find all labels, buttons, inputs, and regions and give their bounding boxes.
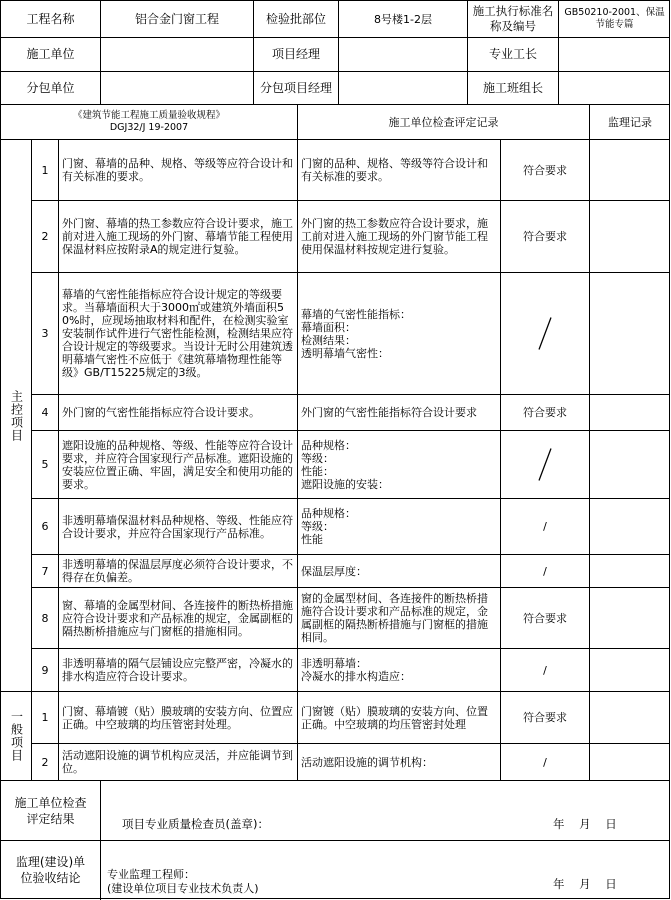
main-item-no: 8 [41,611,49,625]
main-item-result: 符合要求 [523,406,567,419]
eval-result-label: 施工单位检查评定结果 [14,795,87,826]
subcontractor-value[interactable] [101,72,253,104]
general-item-no: 2 [41,755,49,769]
main-item-result: / [543,663,547,677]
main-item-no: 6 [41,520,49,533]
main-item-result: 符合要求 [523,230,567,243]
main-item-record: 品种规格： 等级： 性能 [301,507,356,546]
standard-label: 施工执行标准名称及编号 [472,4,554,33]
main-item-requirement: 非透明幕墙保温材料品种规格、等级、性能应符合设计要求，并应符合国家现行产品标准。 [62,513,293,540]
main-item-supervision[interactable] [590,395,670,430]
project-name-value: 铝合金门窗工程 [134,11,219,26]
main-item-no: 9 [41,663,49,677]
main-item-record: 保温层厚度： [301,564,367,578]
standard-value: GB50210-2001、保温节能专篇 [564,7,665,30]
project-name-label: 工程名称 [26,11,75,26]
main-item-supervision[interactable] [590,273,670,394]
construction-unit-label: 施工单位 [26,47,75,61]
main-item-no: 7 [41,564,49,578]
general-item-record: 活动遮阳设施的调节机构： [301,755,433,769]
general-item-requirement: 门窗、幕墙镀（贴）膜玻璃的安装方向、位置应正确。中空玻璃的均压管密封处理。 [62,704,293,731]
accept-date: 年 月 日 [553,878,617,891]
general-item-supervision[interactable] [590,744,670,780]
foreman-label: 专业工长 [488,47,537,61]
inspection-part-label: 检验批部位 [265,11,326,26]
supervision-column-header: 监理记录 [608,115,652,129]
general-item-no: 1 [41,711,49,724]
main-item-record: 品种规格： 等级： 性能： 遮阳设施的安装： [301,438,389,491]
main-item-requirement: 窗、幕墙的金属型材间、各连接件的断热桥措施应符合设计要求和产品标准的规定，金属副框的隔热断桥措施应与门窗框的措施相同。 [62,598,293,638]
main-item-record: 外门窗的气密性能指标符合设计要求 [301,406,477,419]
main-item-result: 符合要求 [523,611,567,625]
main-item-slash-mark [501,431,589,498]
general-item-result: 符合要求 [523,711,567,724]
project-manager-value[interactable] [339,38,467,71]
main-group-label: 主控项目 [9,389,24,442]
general-item-supervision[interactable] [590,692,670,743]
subcontractor-label: 分包单位 [26,80,75,95]
main-item-supervision[interactable] [590,431,670,498]
main-item-slash-mark [501,273,589,394]
general-item-requirement: 活动遮阳设施的调节机构应灵活，并应能调节到位。 [62,749,293,775]
general-item-result: / [543,755,547,769]
general-item-record: 门窗镀（贴）膜玻璃的安装方向、位置正确。中空玻璃的均压管密封处理 [301,704,488,731]
check-column-header: 施工单位检查评定记录 [388,115,499,129]
spec-column-header: 《建筑节能工程施工质量验收规程》 DGJ32/J 19-2007 [72,110,225,133]
main-item-requirement: 门窗、幕墙的品种、规格、等级等应符合设计和有关标准的要求。 [62,157,293,183]
main-item-requirement: 外门窗的气密性能指标应符合设计要求。 [62,406,260,419]
main-item-supervision[interactable] [590,201,670,272]
main-item-requirement: 遮阳设施的品种规格、等级、性能等应符合设计要求，并应符合国家现行产品标准。遮阳设施的安装应位置正确、牢固，满足安全和使用功能的要求。 [62,438,293,491]
main-item-supervision[interactable] [590,140,670,200]
foreman-value[interactable] [559,38,670,71]
main-item-record: 幕墙的气密性能指标： 幕墙面积： 检测结果： 透明幕墙气密性： [301,307,411,360]
project-manager-label: 项目经理 [271,47,320,61]
main-item-supervision[interactable] [590,588,670,648]
general-group-label: 一般项目 [9,710,24,762]
main-item-supervision[interactable] [590,649,670,691]
main-item-no: 1 [41,163,49,177]
inspector-label: 项目专业质量检查员(盖章)： [122,818,269,831]
engineer-label: 专业监理工程师： (建设单位项目专业技术负责人) [107,868,259,895]
inspection-part-value: 8号楼1-2层 [374,12,432,26]
acceptance-label: 监理(建设)单位验收结论 [15,855,86,885]
main-item-no: 2 [41,230,49,243]
main-item-record: 门窗的品种、规格、等级等符合设计和有关标准的要求。 [301,157,488,183]
main-item-requirement: 幕墙的气密性能指标应符合设计规定的等级要求。当幕墙面积大于3000㎡或建筑外墙面积50%时，应现场抽取材料和配件，在检测实验室安装制作试件进行气密性能检测，检测结果应符合设计规定的等级要求。当设计无时公用建筑透明幕墙气密性不应低于《建筑幕墙物理性能等级》GB/T15225规定的3级。 [62,288,293,379]
sub-manager-label: 分包项目经理 [259,80,332,95]
team-leader-value[interactable] [559,72,670,104]
sub-manager-value[interactable] [339,72,467,104]
main-item-no: 5 [41,458,49,471]
main-item-requirement: 非透明幕墙的隔气层铺设应完整严密，冷凝水的排水构造应符合设计要求。 [62,657,293,683]
main-item-record: 非透明幕墙： 冷凝水的排水构造应： [301,657,411,683]
main-item-no: 4 [41,406,49,419]
main-item-result: 符合要求 [523,163,567,177]
main-item-supervision[interactable] [590,555,670,587]
eval-date: 年 月 日 [553,818,617,831]
main-item-no: 3 [41,327,49,340]
main-item-result: / [543,564,547,578]
team-leader-label: 施工班组长 [482,80,543,95]
main-item-supervision[interactable] [590,499,670,554]
main-item-requirement: 非透明幕墙的保温层厚度必须符合设计要求，不得存在负偏差。 [62,558,293,584]
construction-unit-value[interactable] [101,38,253,71]
main-item-requirement: 外门窗、幕墙的热工参数应符合设计要求，施工前对进入施工现场的外门窗、幕墙节能工程使用保温材料应按附录A的规定进行复验。 [62,217,293,256]
main-item-result: / [543,520,547,533]
main-item-record: 外门窗的热工参数应符合设计要求，施工前对进入施工现场的外门窗节能工程使用保温材料按规定进行复验。 [301,217,488,256]
main-item-record: 窗的金属型材间、各连接件的断热桥措施符合设计要求和产品标准的规定，金属副框的隔热断桥措施与门窗框的措施相同。 [301,592,488,644]
